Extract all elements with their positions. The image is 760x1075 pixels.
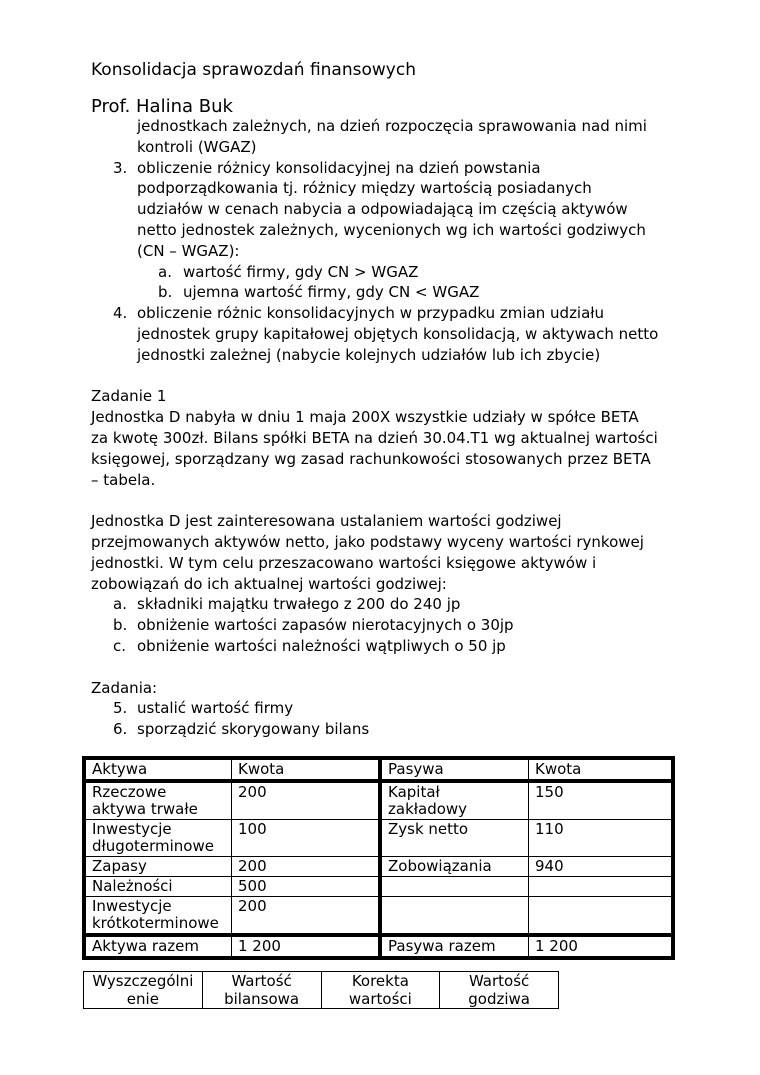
- header-cell: Korekta wartości: [321, 972, 440, 1009]
- table-cell: 200: [232, 781, 381, 820]
- table-row: [84, 857, 673, 877]
- header-cell: Wartość bilansowa: [202, 972, 321, 1009]
- table-header-row: [84, 758, 673, 781]
- table-row: [84, 877, 673, 897]
- table-cell: [380, 877, 529, 897]
- table-cell: Inwestycje długoterminowe: [84, 820, 232, 857]
- text-line: obniżenie wartości zapasów nierotacyjnych o 30jp: [137, 616, 514, 635]
- list-letter: b.: [113, 616, 128, 635]
- table-cell: Kapitał zakładowy: [380, 781, 529, 820]
- header-cell: Wyszczególnienie: [84, 972, 203, 1009]
- table-cell: [529, 897, 674, 936]
- table-cell: 150: [529, 781, 674, 820]
- list-item: [91, 615, 691, 636]
- table-cell: Inwestycje krótkoterminowe: [84, 897, 232, 936]
- text-line: ujemna wartość firmy, gdy CN < WGAZ: [183, 283, 480, 302]
- table-cell: 500: [232, 877, 381, 897]
- text-line: podporządkowania tj. różnicy między wartością posiadanych: [137, 179, 592, 198]
- table-cell: Należności: [84, 877, 232, 897]
- author-name: Prof. Halina Buk: [91, 96, 233, 117]
- header-cell: Aktywa: [84, 758, 232, 781]
- task-heading: Zadanie 1: [91, 387, 167, 406]
- text-line: zobowiązań do ich aktualnej wartości godziwej:: [91, 574, 447, 593]
- document-body: [91, 116, 691, 740]
- header-cell: Kwota: [232, 758, 381, 781]
- tasks-heading: Zadania:: [91, 678, 158, 697]
- table-cell: 110: [529, 820, 674, 857]
- text-line: sporządzić skorygowany bilans: [137, 720, 370, 739]
- total-cell: Aktywa razem: [84, 935, 232, 958]
- list-item: [91, 594, 691, 615]
- total-cell: Pasywa razem: [380, 935, 529, 958]
- table-header-row: [84, 972, 559, 1009]
- text-line: jednostek grupy kapitałowej objętych konsolidacją, w aktywach netto: [137, 324, 659, 343]
- table-cell: 200: [232, 897, 381, 936]
- text-line: – tabela.: [91, 470, 156, 489]
- text-line: jednostkach zależnych, na dzień rozpoczęcia sprawowania nad nimi: [137, 117, 647, 135]
- table-row: [84, 897, 673, 936]
- list-number: 6.: [113, 720, 128, 739]
- list-letter: a.: [113, 595, 127, 614]
- text-line: za kwotę 300zł. Bilans spółki BETA na dzień 30.04.T1 wg aktualnej wartości: [91, 428, 658, 447]
- sub-list-item: [91, 282, 691, 303]
- text-line: księgowej, sporządzany wg zasad rachunkowości stosowanych przez BETA: [91, 449, 651, 468]
- table-total-row: [84, 935, 673, 958]
- total-cell: 1 200: [232, 935, 381, 958]
- table-cell: Zobowiązania: [380, 857, 529, 877]
- text-line: (CN – WGAZ):: [137, 241, 240, 260]
- list-letter: a.: [158, 262, 172, 281]
- table-cell: Zysk netto: [380, 820, 529, 857]
- list-item: [91, 698, 691, 719]
- list-item: [91, 158, 691, 262]
- table-cell: Zapasy: [84, 857, 232, 877]
- total-cell: 1 200: [529, 935, 674, 958]
- table-cell: [529, 877, 674, 897]
- text-line: jednostki zależnej (nabycie kolejnych udziałów lub ich zbycie): [137, 345, 601, 364]
- table-row: [84, 820, 673, 857]
- text-line: netto jednostek zależnych, wycenionych wg ich wartości godziwych: [137, 220, 646, 239]
- list-item: [91, 719, 691, 740]
- page-title: Konsolidacja sprawozdań finansowych: [91, 60, 416, 80]
- list-item: [91, 636, 691, 657]
- text-line: ustalić wartość firmy: [137, 699, 294, 718]
- text-line: obliczenie różnicy konsolidacyjnej na dzień powstania: [137, 158, 541, 177]
- table-cell: [380, 897, 529, 936]
- text-line: udziałów w cenach nabycia a odpowiadającą im częścią aktywów: [137, 200, 628, 219]
- text-line: obliczenie różnic konsolidacyjnych w przypadku zmian udziału: [137, 304, 605, 323]
- adjustment-table: [83, 971, 559, 1009]
- table-cell: 940: [529, 857, 674, 877]
- text-line: kontroli (WGAZ): [137, 137, 257, 156]
- text-line: Jednostka D nabyła w dniu 1 maja 200X wszystkie udziały w spółce BETA: [91, 408, 639, 427]
- table-cell: 100: [232, 820, 381, 857]
- balance-sheet-table: [82, 756, 675, 960]
- text-line: obniżenie wartości należności wątpliwych o 50 jp: [137, 636, 506, 655]
- list-number: 3.: [113, 158, 128, 177]
- table-cell: Rzeczowe aktywa trwałe: [84, 781, 232, 820]
- header-cell: Kwota: [529, 758, 674, 781]
- header-cell: Pasywa: [380, 758, 529, 781]
- text-line: Jednostka D jest zainteresowana ustalaniem wartości godziwej: [91, 512, 562, 531]
- list-letter: c.: [113, 636, 127, 655]
- table-row: [84, 781, 673, 820]
- text-line: wartość firmy, gdy CN > WGAZ: [183, 262, 419, 281]
- header-cell: Wartość godziwa: [440, 972, 559, 1009]
- list-number: 4.: [113, 304, 128, 323]
- sub-list-item: [91, 262, 691, 283]
- text-line: przejmowanych aktywów netto, jako podstawy wyceny wartości rynkowej: [91, 532, 644, 551]
- list-item: [91, 303, 691, 365]
- list-letter: b.: [158, 283, 173, 302]
- text-line: składniki majątku trwałego z 200 do 240 jp: [137, 595, 461, 614]
- text-line: jednostki. W tym celu przeszacowano wartości księgowe aktywów i: [91, 553, 597, 572]
- table-cell: 200: [232, 857, 381, 877]
- list-number: 5.: [113, 699, 128, 718]
